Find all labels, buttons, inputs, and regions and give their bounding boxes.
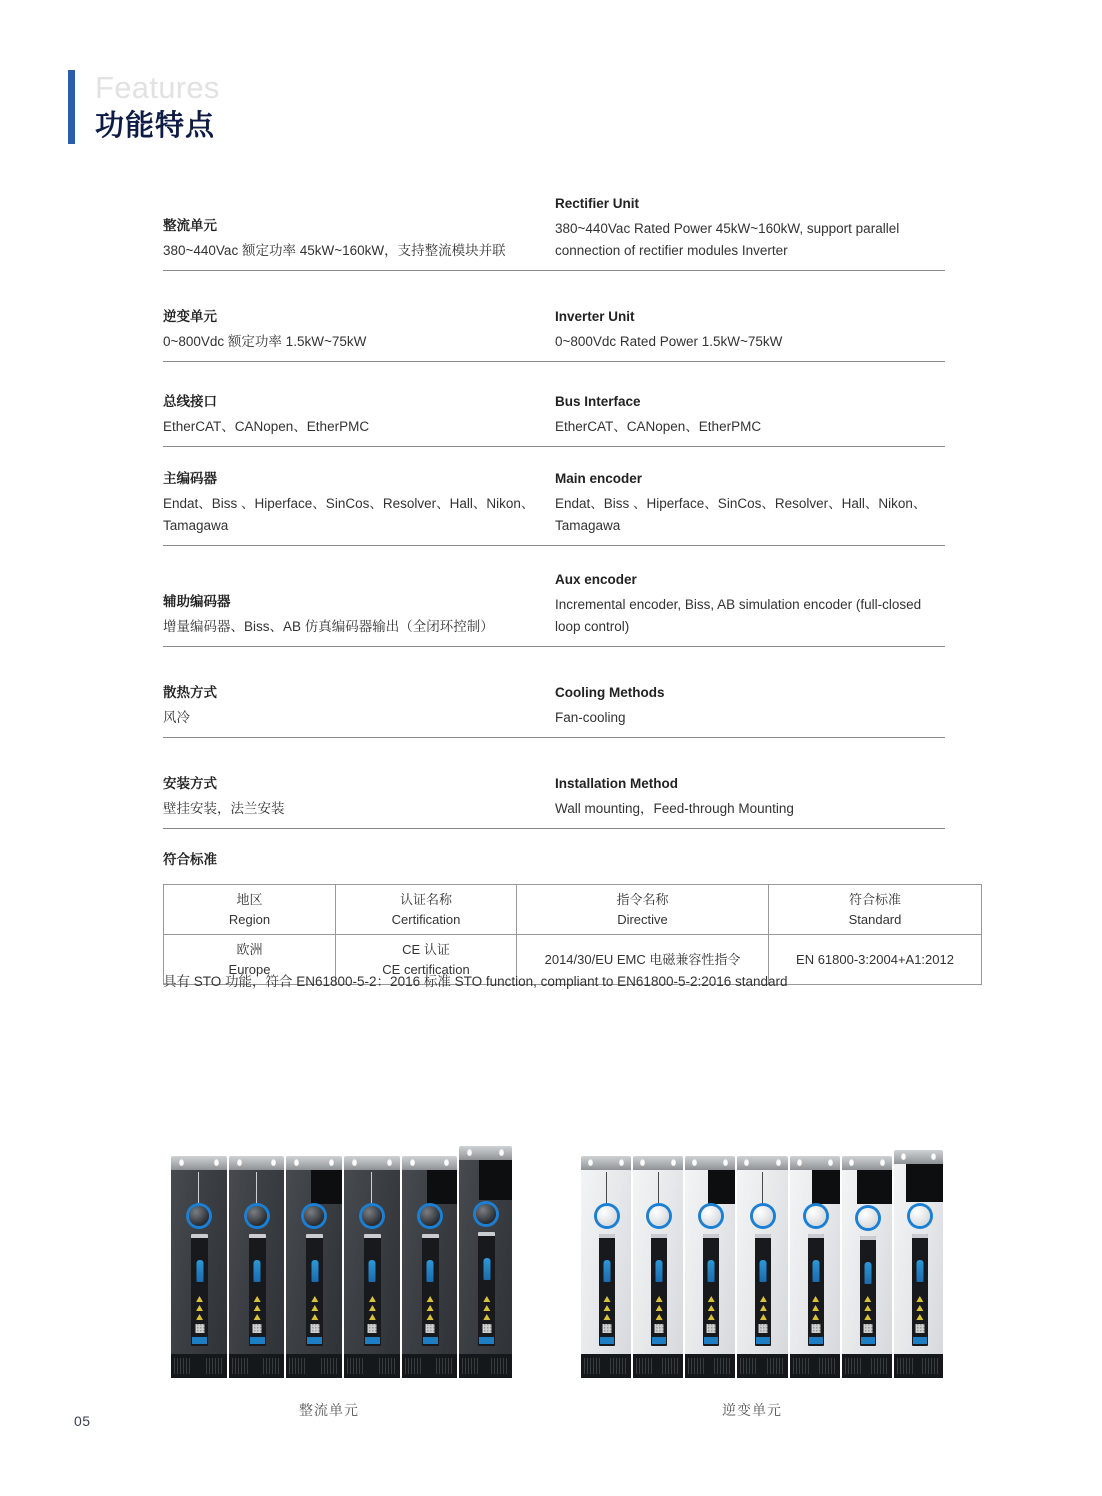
warning-triangle-icon xyxy=(311,1296,318,1302)
vent-slats-icon xyxy=(688,1358,706,1374)
qr-code-icon xyxy=(707,1324,716,1333)
module-front-panel xyxy=(912,1234,928,1346)
inverter-module xyxy=(790,1156,840,1378)
warning-triangle-icon xyxy=(812,1305,819,1311)
warning-triangle-icon xyxy=(311,1305,318,1311)
header-cn: 认证名称 xyxy=(399,892,452,907)
header-cn: 地区 xyxy=(236,892,263,907)
spec-row xyxy=(163,447,945,546)
panel-label-strip xyxy=(423,1337,438,1344)
panel-label-strip xyxy=(756,1337,770,1344)
flange-hole-icon xyxy=(901,1153,906,1160)
vent-slats-icon xyxy=(436,1358,454,1374)
module-dark-panel xyxy=(708,1170,736,1204)
table-cell-directive: 2014/30/EU EMC 电磁兼容性指令 xyxy=(517,935,769,985)
vent-grill xyxy=(459,1354,512,1378)
panel-label-strip xyxy=(365,1337,380,1344)
spec-title: Aux encoder xyxy=(555,572,637,588)
warning-triangle-icon xyxy=(196,1296,203,1302)
spec-description: EtherCAT、CANopen、EtherPMC xyxy=(163,419,370,435)
rectifier-module xyxy=(459,1146,512,1378)
rotary-dial-icon xyxy=(806,1206,826,1226)
flange-hole-icon xyxy=(797,1159,802,1166)
rotary-dial-icon xyxy=(597,1206,617,1226)
vent-slats-icon xyxy=(636,1358,654,1374)
brand-logo-icon xyxy=(708,1260,715,1282)
vent-slats-icon xyxy=(347,1358,365,1374)
module-front-panel xyxy=(306,1234,323,1346)
panel-label-strip xyxy=(704,1337,718,1344)
rotary-dial-icon xyxy=(420,1206,440,1226)
inverter-stage xyxy=(575,1143,947,1378)
warning-triangle-icon xyxy=(916,1305,923,1311)
flange-hole-icon xyxy=(410,1159,415,1166)
spec-description: 380~440Vac 额定功率 45kW~160kW，支持整流模块并联 xyxy=(163,243,506,259)
panel-top-strip xyxy=(912,1234,928,1238)
spec-col-chinese xyxy=(163,647,554,729)
warning-triangle-icon xyxy=(708,1305,715,1311)
warning-triangle-icon xyxy=(311,1314,318,1320)
module-front-panel xyxy=(191,1234,208,1346)
module-front-panel xyxy=(703,1234,719,1346)
qr-code-icon xyxy=(426,1324,435,1333)
page-title-chinese: 功能特点 xyxy=(95,109,216,142)
warning-triangle-icon xyxy=(483,1296,490,1302)
flange-hole-icon xyxy=(849,1159,854,1166)
header-accent-bar xyxy=(68,70,75,144)
rectifier-module xyxy=(402,1156,458,1378)
flange-hole-icon xyxy=(329,1159,334,1166)
spec-row xyxy=(163,647,945,738)
sto-note: 具有 STO 功能，符合 EN61800-5-2：2016 标准 STO function, compliant to EN61800-5-2:2016 standard xyxy=(163,974,788,989)
brand-logo-icon xyxy=(604,1260,611,1282)
flange-hole-icon xyxy=(444,1159,449,1166)
panel-top-strip xyxy=(249,1234,266,1238)
standards-table xyxy=(163,884,982,985)
vent-slats-icon xyxy=(922,1358,940,1374)
warning-triangle-icon xyxy=(604,1296,611,1302)
flange-hole-icon xyxy=(776,1159,781,1166)
warning-triangle-icon xyxy=(916,1314,923,1320)
module-front-panel xyxy=(755,1234,771,1346)
figure-caption-inverter: 逆变单元 xyxy=(722,1402,782,1418)
spec-description: Incremental encoder, Biss, AB simulation encoder (full-closed loop control) xyxy=(555,597,922,635)
spec-description: 风冷 xyxy=(163,710,190,726)
mounting-flange xyxy=(171,1156,227,1170)
vent-slats-icon xyxy=(740,1358,758,1374)
inverter-module xyxy=(894,1150,943,1378)
vent-slats-icon xyxy=(462,1358,480,1374)
flange-hole-icon xyxy=(499,1149,504,1156)
product-image-inverter xyxy=(575,1143,947,1378)
spec-description: 壁挂安装，法兰安装 xyxy=(163,801,285,817)
page-title-english: Features xyxy=(95,70,220,105)
standards-label: 符合标准 xyxy=(163,852,217,867)
spec-col-chinese xyxy=(163,447,554,537)
vent-grill xyxy=(286,1354,342,1378)
panel-top-strip xyxy=(364,1234,381,1238)
warning-triangle-icon xyxy=(427,1296,434,1302)
panel-top-strip xyxy=(703,1234,719,1238)
module-front-panel xyxy=(860,1236,876,1346)
warning-triangle-icon xyxy=(760,1305,767,1311)
flange-hole-icon xyxy=(352,1159,357,1166)
warning-triangle-icon xyxy=(864,1305,871,1311)
vent-grill xyxy=(685,1354,735,1378)
spec-description: EtherCAT、CANopen、EtherPMC xyxy=(555,419,762,435)
warning-triangle-icon xyxy=(760,1296,767,1302)
module-dark-panel xyxy=(311,1170,342,1204)
vent-grill xyxy=(229,1354,285,1378)
brand-logo-icon xyxy=(812,1260,819,1282)
spec-row xyxy=(163,186,945,271)
rotary-dial-icon xyxy=(362,1206,382,1226)
warning-triangle-icon xyxy=(604,1314,611,1320)
header-en: Standard xyxy=(848,911,902,927)
brand-logo-icon xyxy=(369,1260,376,1282)
table-header-cell xyxy=(164,885,336,935)
spec-description: 380~440Vac Rated Power 45kW~160kW, support parallel connection of rectifier modules Inverter xyxy=(555,221,900,259)
spec-col-english xyxy=(554,546,945,638)
panel-label-strip xyxy=(600,1337,614,1344)
warning-triangle-icon xyxy=(760,1314,767,1320)
panel-label-strip xyxy=(809,1337,823,1344)
spec-title: 散热方式 xyxy=(163,684,217,700)
qr-code-icon xyxy=(368,1324,377,1333)
panel-top-strip xyxy=(755,1234,771,1238)
warning-triangle-icon xyxy=(864,1296,871,1302)
spec-row xyxy=(163,271,945,362)
spec-title: Installation Method xyxy=(555,775,678,791)
vent-grill xyxy=(581,1354,631,1378)
mounting-flange xyxy=(344,1156,400,1170)
vent-grill xyxy=(842,1354,892,1378)
flange-hole-icon xyxy=(640,1159,645,1166)
spec-title: 逆变单元 xyxy=(163,308,217,324)
warning-triangle-icon xyxy=(656,1296,663,1302)
qr-code-icon xyxy=(915,1324,924,1333)
spec-row xyxy=(163,362,945,447)
figure-caption-rectifier: 整流单元 xyxy=(299,1402,359,1418)
table-cell-standard: EN 61800-3:2004+A1:2012 xyxy=(769,935,982,985)
spec-title: 总线接口 xyxy=(163,393,217,409)
header-en: Directive xyxy=(617,911,668,927)
vent-grill xyxy=(737,1354,787,1378)
spec-description: Fan-cooling xyxy=(555,710,626,726)
qr-code-icon xyxy=(655,1324,664,1333)
vent-grill xyxy=(344,1354,400,1378)
panel-label-strip xyxy=(652,1337,666,1344)
module-front-panel xyxy=(651,1234,667,1346)
rotary-dial-icon xyxy=(649,1206,669,1226)
flange-hole-icon xyxy=(619,1159,624,1166)
brand-logo-icon xyxy=(864,1262,871,1284)
qr-code-icon xyxy=(759,1324,768,1333)
inverter-module xyxy=(685,1156,735,1378)
module-dark-panel xyxy=(479,1160,512,1200)
flange-hole-icon xyxy=(588,1159,593,1166)
panel-top-strip xyxy=(306,1234,323,1238)
mounting-flange xyxy=(790,1156,840,1170)
warning-triangle-icon xyxy=(708,1296,715,1302)
table-header-cell xyxy=(517,885,769,935)
brand-logo-icon xyxy=(254,1260,261,1282)
panel-top-strip xyxy=(599,1234,615,1238)
spec-col-english xyxy=(554,738,945,820)
spec-title: Inverter Unit xyxy=(555,308,635,324)
mounting-flange xyxy=(402,1156,458,1170)
warning-triangle-icon xyxy=(708,1314,715,1320)
panel-top-strip xyxy=(651,1234,667,1238)
vent-slats-icon xyxy=(897,1358,915,1374)
flange-hole-icon xyxy=(723,1159,728,1166)
mounting-flange xyxy=(581,1156,631,1170)
mounting-flange xyxy=(894,1150,943,1164)
vent-grill xyxy=(402,1354,458,1378)
panel-top-strip xyxy=(808,1234,824,1238)
warning-triangle-icon xyxy=(427,1314,434,1320)
spec-col-english xyxy=(554,447,945,537)
spec-row xyxy=(163,546,945,647)
mounting-flange xyxy=(459,1146,512,1160)
spec-col-chinese xyxy=(163,186,554,262)
header-en: Region xyxy=(228,911,271,927)
module-front-panel xyxy=(599,1234,615,1346)
warning-triangle-icon xyxy=(369,1314,376,1320)
spec-col-chinese xyxy=(163,738,554,820)
module-front-panel xyxy=(808,1234,824,1346)
rotary-dial-icon xyxy=(247,1206,267,1226)
vent-slats-icon xyxy=(793,1358,811,1374)
vent-slats-icon xyxy=(321,1358,339,1374)
spec-title: 辅助编码器 xyxy=(163,593,231,609)
panel-label-strip xyxy=(192,1337,207,1344)
rectifier-module-group xyxy=(171,1156,512,1378)
warning-triangle-icon xyxy=(196,1314,203,1320)
rotary-dial-icon xyxy=(858,1208,878,1228)
rectifier-module xyxy=(286,1156,342,1378)
table-header-cell xyxy=(769,885,982,935)
header-cn: 符合标准 xyxy=(848,892,901,907)
mounting-flange xyxy=(633,1156,683,1170)
warning-triangle-icon xyxy=(254,1314,261,1320)
rotary-dial-icon xyxy=(910,1206,930,1226)
flange-hole-icon xyxy=(931,1153,936,1160)
page-header xyxy=(68,70,220,144)
mounting-flange xyxy=(229,1156,285,1170)
flange-hole-icon xyxy=(744,1159,749,1166)
vent-slats-icon xyxy=(819,1358,837,1374)
panel-label-strip xyxy=(307,1337,322,1344)
spec-col-chinese xyxy=(163,546,554,638)
product-image-rectifier xyxy=(163,1143,518,1378)
brand-logo-icon xyxy=(427,1260,434,1282)
brand-logo-icon xyxy=(656,1260,663,1282)
brand-logo-icon xyxy=(916,1260,923,1282)
flange-hole-icon xyxy=(387,1159,392,1166)
panel-top-strip xyxy=(191,1234,208,1238)
vent-slats-icon xyxy=(767,1358,785,1374)
panel-label-strip xyxy=(479,1337,494,1344)
header-cn: 指令名称 xyxy=(616,892,669,907)
panel-top-strip xyxy=(422,1234,439,1238)
qr-code-icon xyxy=(195,1324,204,1333)
warning-triangle-icon xyxy=(656,1314,663,1320)
vent-slats-icon xyxy=(405,1358,423,1374)
vent-slats-icon xyxy=(379,1358,397,1374)
qr-code-icon xyxy=(863,1324,872,1333)
vent-slats-icon xyxy=(714,1358,732,1374)
spec-title: Cooling Methods xyxy=(555,684,665,700)
vent-grill xyxy=(171,1354,227,1378)
flange-hole-icon xyxy=(294,1159,299,1166)
mounting-flange xyxy=(842,1156,892,1170)
rectifier-module xyxy=(344,1156,400,1378)
vent-slats-icon xyxy=(263,1358,281,1374)
rectifier-module xyxy=(229,1156,285,1378)
warning-triangle-icon xyxy=(369,1305,376,1311)
spec-col-english xyxy=(554,271,945,353)
table-header-cell xyxy=(336,885,517,935)
qr-code-icon xyxy=(603,1324,612,1333)
vent-slats-icon xyxy=(174,1358,192,1374)
module-front-panel xyxy=(478,1232,495,1346)
spec-col-english xyxy=(554,186,945,262)
vent-slats-icon xyxy=(491,1358,509,1374)
vent-slats-icon xyxy=(232,1358,250,1374)
vent-slats-icon xyxy=(289,1358,307,1374)
warning-triangle-icon xyxy=(483,1314,490,1320)
vent-grill xyxy=(790,1354,840,1378)
module-front-panel xyxy=(422,1234,439,1346)
panel-top-strip xyxy=(860,1236,876,1240)
spec-col-english xyxy=(554,362,945,438)
spec-description: 0~800Vdc 额定功率 1.5kW~75kW xyxy=(163,334,367,350)
table-header-row xyxy=(164,885,982,935)
warning-triangle-icon xyxy=(254,1296,261,1302)
module-dark-panel xyxy=(812,1170,840,1204)
rectifier-stage xyxy=(163,1143,518,1378)
inverter-module-group xyxy=(581,1156,943,1378)
warning-triangle-icon xyxy=(483,1305,490,1311)
vent-slats-icon xyxy=(610,1358,628,1374)
vent-grill xyxy=(894,1354,943,1378)
region-cn: 欧洲 xyxy=(236,942,263,957)
flange-hole-icon xyxy=(214,1159,219,1166)
flange-hole-icon xyxy=(237,1159,242,1166)
module-dark-panel xyxy=(906,1164,943,1202)
specification-list xyxy=(163,186,945,829)
flange-hole-icon xyxy=(467,1149,472,1156)
panel-top-strip xyxy=(478,1232,495,1236)
mounting-flange xyxy=(737,1156,787,1170)
spec-title: 主编码器 xyxy=(163,471,217,487)
spec-title: 整流单元 xyxy=(163,217,217,233)
vent-slats-icon xyxy=(584,1358,602,1374)
rectifier-module xyxy=(171,1156,227,1378)
mounting-flange xyxy=(685,1156,735,1170)
warning-triangle-icon xyxy=(369,1296,376,1302)
vent-grill xyxy=(633,1354,683,1378)
spec-description: 增量编码器、Biss、AB 仿真编码器输出（全闭环控制） xyxy=(163,619,494,635)
warning-triangle-icon xyxy=(812,1314,819,1320)
panel-label-strip xyxy=(913,1337,927,1344)
spec-col-chinese xyxy=(163,362,554,438)
header-text-group xyxy=(95,70,220,144)
spec-title: Main encoder xyxy=(555,471,643,487)
spec-title: 安装方式 xyxy=(163,775,217,791)
qr-code-icon xyxy=(310,1324,319,1333)
spec-description: Wall mounting，Feed-through Mounting xyxy=(555,801,794,817)
warning-triangle-icon xyxy=(812,1296,819,1302)
warning-triangle-icon xyxy=(427,1305,434,1311)
panel-label-strip xyxy=(250,1337,265,1344)
qr-code-icon xyxy=(482,1324,491,1333)
header-en: Certification xyxy=(391,911,461,927)
vent-slats-icon xyxy=(871,1358,889,1374)
vent-slats-icon xyxy=(845,1358,863,1374)
module-front-panel xyxy=(249,1234,266,1346)
warning-triangle-icon xyxy=(196,1305,203,1311)
warning-triangle-icon xyxy=(916,1296,923,1302)
panel-label-strip xyxy=(861,1337,875,1344)
certification-cn: CE 认证 xyxy=(402,942,450,957)
flange-hole-icon xyxy=(179,1159,184,1166)
spec-row xyxy=(163,738,945,829)
mounting-flange xyxy=(286,1156,342,1170)
warning-triangle-icon xyxy=(254,1305,261,1311)
page-number: 05 xyxy=(74,1413,91,1429)
flange-hole-icon xyxy=(671,1159,676,1166)
brand-logo-icon xyxy=(483,1258,490,1280)
flange-hole-icon xyxy=(880,1159,885,1166)
rotary-dial-icon xyxy=(189,1206,209,1226)
brand-logo-icon xyxy=(311,1260,318,1282)
spec-description: Endat、Biss 、Hiperface、SinCos、Resolver、Hall、Nikon、Tamagawa xyxy=(555,496,927,534)
qr-code-icon xyxy=(811,1324,820,1333)
warning-triangle-icon xyxy=(864,1314,871,1320)
region-en: Europe xyxy=(228,961,271,977)
certification-en: CE certification xyxy=(382,961,470,977)
brand-logo-icon xyxy=(760,1260,767,1282)
inverter-module xyxy=(737,1156,787,1378)
vent-slats-icon xyxy=(662,1358,680,1374)
spec-title: Rectifier Unit xyxy=(555,196,640,212)
warning-triangle-icon xyxy=(656,1305,663,1311)
qr-code-icon xyxy=(253,1324,262,1333)
flange-hole-icon xyxy=(828,1159,833,1166)
module-dark-panel xyxy=(427,1170,458,1204)
spec-title: Bus Interface xyxy=(555,393,641,409)
flange-hole-icon xyxy=(271,1159,276,1166)
flange-hole-icon xyxy=(692,1159,697,1166)
brand-logo-icon xyxy=(196,1260,203,1282)
spec-description: 0~800Vdc Rated Power 1.5kW~75kW xyxy=(555,334,783,350)
module-dark-panel xyxy=(857,1170,892,1204)
inverter-module xyxy=(581,1156,631,1378)
inverter-module xyxy=(842,1156,892,1378)
vent-slats-icon xyxy=(206,1358,224,1374)
spec-description: Endat、Biss 、Hiperface、SinCos、Resolver、Hall、Nikon、Tamagawa xyxy=(163,496,535,534)
spec-col-english xyxy=(554,647,945,729)
inverter-module xyxy=(633,1156,683,1378)
spec-col-chinese xyxy=(163,271,554,353)
module-front-panel xyxy=(364,1234,381,1346)
warning-triangle-icon xyxy=(604,1305,611,1311)
